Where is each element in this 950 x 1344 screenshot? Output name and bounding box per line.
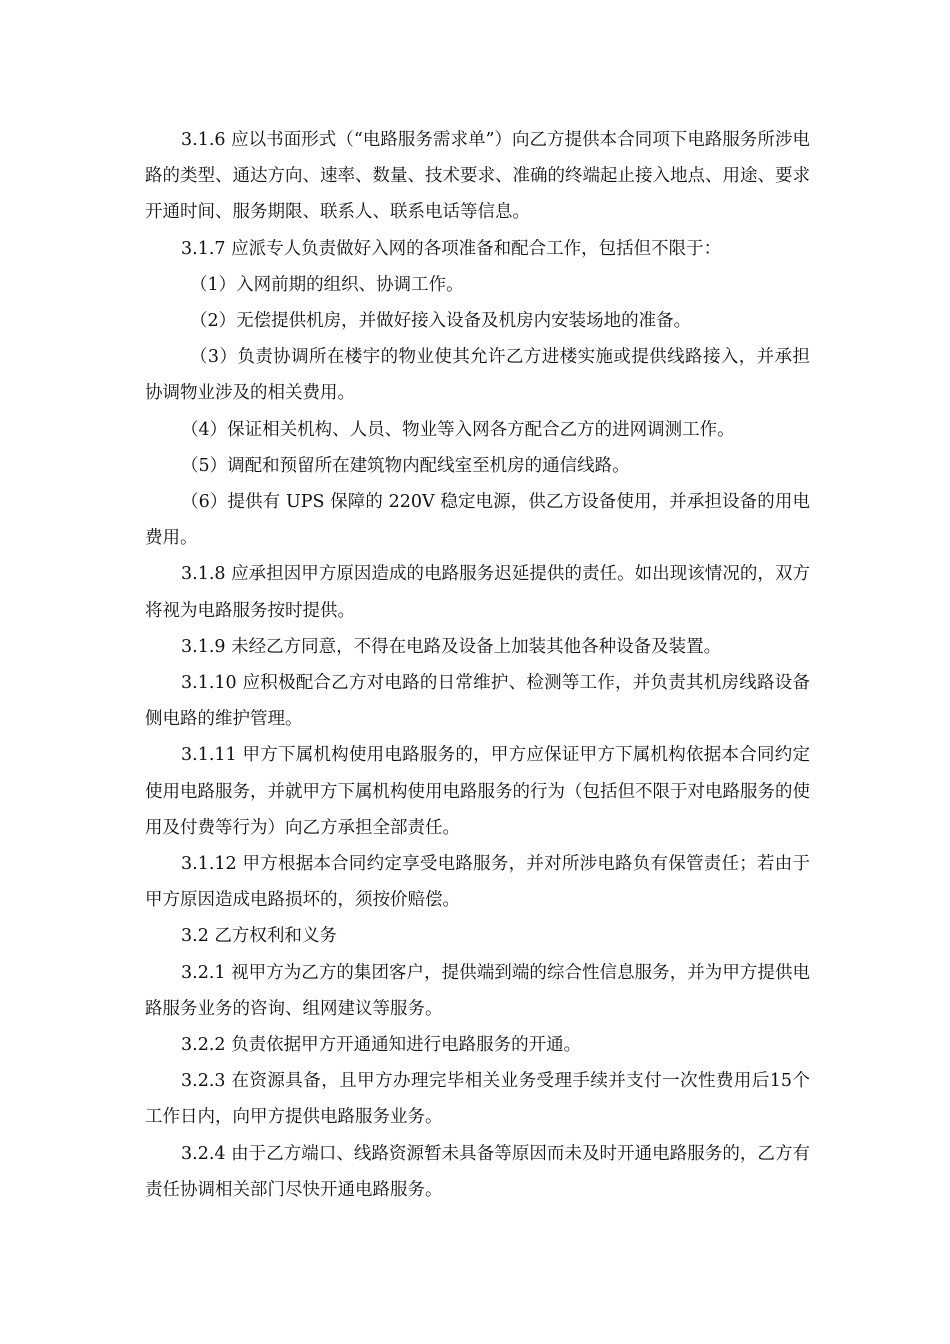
clause-3-1-10: 3.1.10 应积极配合乙方对电路的日常维护、检测等工作，并负责其机房线路设备侧电路的维护管理。 [145,673,810,730]
clause-3-1-11: 3.1.11 甲方下属机构使用电路服务的，甲方应保证甲方下属机构依据本合同约定使用电路服务，并就甲方下属机构使用电路服务的行为（包括但不限于对电路服务的使用及付费等行为）向乙方承担全部责任。 [145,745,810,838]
clause-3-1-7-item-4: （4）保证相关机构、人员、物业等入网各方配合乙方的进网调测工作。 [181,419,735,440]
clause-3-1-7-item-2: （2）无偿提供机房，并做好接入设备及机房内安装场地的准备。 [190,311,692,332]
clause-3-2-4: 3.2.4 由于乙方端口、线路资源暂未具备等原因而未及时开通电路服务的，乙方有责任协调相关部门尽快开通电路服务。 [145,1143,810,1200]
clause-3-1-7-item-1: （1）入网前期的组织、协调工作。 [190,274,464,295]
clause-3-1-12: 3.1.12 甲方根据本合同约定享受电路服务，并对所涉电路负有保管责任；若由于甲方原因造成电路损坏的，须按价赔偿。 [145,854,810,911]
clause-3-1-7: 3.1.7 应派专人负责做好入网的各项准备和配合工作，包括但不限于： [181,238,722,259]
document-page [145,122,810,1208]
clause-3-2-2: 3.2.2 负责依据甲方开通通知进行电路服务的开通。 [181,1035,582,1056]
clause-3-1-8: 3.1.8 应承担因甲方原因造成的电路服务迟延提供的责任。如出现该情况的，双方将视为电路服务按时提供。 [145,564,810,621]
clause-3-1-7-item-6: （6）提供有 UPS 保障的 220V 稳定电源，供乙方设备使用，并承担设备的用电费用。 [145,492,810,549]
section-3-2-heading: 3.2 乙方权利和义务 [181,926,337,947]
clause-3-1-9: 3.1.9 未经乙方同意，不得在电路及设备上加装其他各种设备及装置。 [181,636,722,657]
clause-3-1-7-item-3: （3）负责协调所在楼宇的物业使其允许乙方进楼实施或提供线路接入，并承担协调物业涉及的相关费用。 [145,347,810,404]
clause-3-2-1: 3.2.1 视甲方为乙方的集团客户，提供端到端的综合性信息服务，并为甲方提供电路服务业务的咨询、组网建议等服务。 [145,962,810,1019]
clause-3-2-3: 3.2.3 在资源具备，且甲方办理完毕相关业务受理手续并支付一次性费用后15个工作日内，向甲方提供电路服务业务。 [145,1071,810,1128]
clause-3-1-7-item-5: （5）调配和预留所在建筑物内配线室至机房的通信线路。 [181,455,630,476]
clause-3-1-6: 3.1.6 应以书面形式（“电路服务需求单”）向乙方提供本合同项下电路服务所涉电路的类型、通达方向、速率、数量、技术要求、准确的终端起止接入地点、用途、要求开通时间、服务期限、联系人、联系电话等信息。 [145,130,810,223]
